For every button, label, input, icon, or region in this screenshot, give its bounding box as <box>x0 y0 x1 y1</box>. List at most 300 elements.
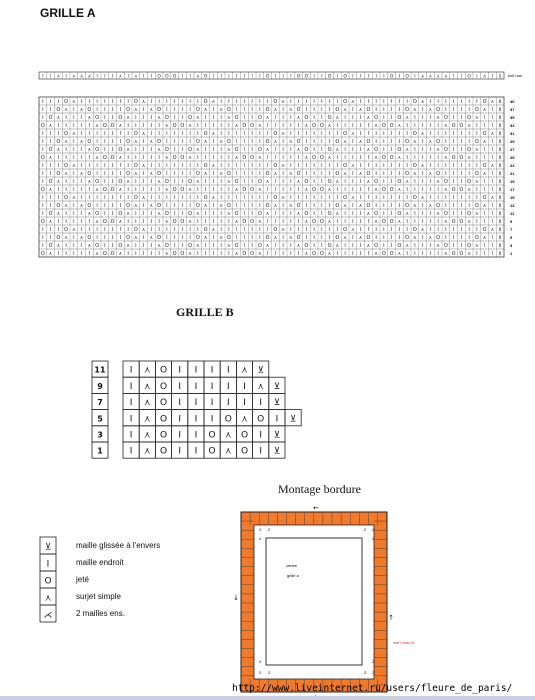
grille-a-cell: O <box>133 99 138 105</box>
grille-a-cell: I <box>336 163 339 169</box>
grille-a-cell: I <box>266 123 269 129</box>
grille-a-cell: I <box>259 131 261 137</box>
grille-a-cell: I <box>483 123 486 129</box>
grille-a-cell: O <box>319 251 324 257</box>
grille-b-symbol: I <box>275 414 279 425</box>
grille-a-cell: I <box>259 107 261 113</box>
grille-a-cell: I <box>135 243 137 249</box>
grille-a-cell: ⋏ <box>48 187 53 193</box>
grille-a-cell: O <box>335 171 340 177</box>
grille-a-cell: O <box>335 235 340 241</box>
grille-a-cell: ⋏ <box>482 203 487 209</box>
corner-count: 2 <box>268 670 271 675</box>
grille-a-cell: O <box>234 243 239 249</box>
grille-a-cell: O <box>188 179 193 185</box>
grille-a-cell: I <box>452 243 455 249</box>
grille-a-cell: I <box>166 99 168 105</box>
grille-a-cell: ⋏ <box>258 219 262 225</box>
grille-a-cell: ⋏ <box>211 163 216 169</box>
grille-a-cell: I <box>220 187 222 193</box>
grille-a-cell: ⋏ <box>490 227 495 233</box>
grille-a-cell: ⋏ <box>304 123 309 129</box>
grille-a-cell: I <box>336 123 339 129</box>
grille-a-cell: ⋏ <box>126 243 130 249</box>
grille-a-cell: I <box>468 131 470 137</box>
grille-a-cell: O <box>389 251 394 257</box>
grille-a-cell: O <box>397 243 402 249</box>
grille-a-cell: ⊻ <box>498 187 502 193</box>
grille-a-cell: ⋏ <box>64 139 68 145</box>
grille-a-cell: O <box>118 243 123 249</box>
grille-a-cell: O <box>436 139 441 145</box>
grille-a-cell: ⋏ <box>374 155 378 161</box>
grille-b-symbol: ⋏ <box>144 414 151 425</box>
grille-a-cell: ⋏ <box>289 203 293 209</box>
grille-a-cell: I <box>189 171 191 177</box>
grille-a-cell: I <box>212 243 215 249</box>
grille-a-cell: I <box>212 219 215 225</box>
grille-a-cell: I <box>251 99 253 105</box>
grille-a-cell: ⊻ <box>498 107 502 113</box>
grille-a-cell: I <box>158 131 160 137</box>
grille-a-cell: ⋏ <box>413 235 417 241</box>
grille-a-cell: I <box>313 179 315 185</box>
grille-a-cell: I <box>220 155 222 161</box>
grille-a-cell: I <box>282 107 284 113</box>
grille-b-symbol: I <box>210 414 214 425</box>
grille-a-cell: I <box>111 179 114 185</box>
grille-a-cell: O <box>87 235 92 241</box>
grille-a-cell: I <box>445 139 447 145</box>
grille-a-cell: I <box>491 147 494 153</box>
grille-b-symbol: I <box>194 430 198 441</box>
grille-a-cell: I <box>274 243 277 249</box>
grille-b-symbol: I <box>178 381 182 392</box>
grille-a-cell: I <box>390 147 393 153</box>
grille-a-cell: O <box>110 251 115 257</box>
grille-a-cell: I <box>220 227 222 233</box>
grille-a-cell: I <box>313 115 315 121</box>
cast-on-cell: O <box>343 74 347 80</box>
grille-a-cell: ⋏ <box>87 243 92 249</box>
grille-a-cell: I <box>483 219 486 225</box>
grille-a-cell: I <box>181 171 184 177</box>
grille-a-cell: I <box>460 227 463 233</box>
grille-a-cell: I <box>383 115 385 121</box>
grille-a-cell: O <box>87 171 92 177</box>
grille-a-cell: O <box>40 123 45 129</box>
grille-a-cell: I <box>483 243 486 249</box>
grille-a-cell: I <box>158 187 160 193</box>
grille-a-cell: I <box>297 195 300 201</box>
grille-a-cell: I <box>42 211 44 217</box>
grille-a-cell: ⋏ <box>203 235 208 241</box>
grille-a-cell: I <box>406 155 408 161</box>
grille-a-cell: I <box>166 163 168 169</box>
grille-a-cell: I <box>274 211 277 217</box>
grille-a-cell: I <box>197 163 199 169</box>
grille-a-cell: O <box>188 211 193 217</box>
grille-a-cell: ⋏ <box>413 139 417 145</box>
cast-on-cell: I <box>290 74 292 80</box>
grille-a-cell: O <box>195 235 200 241</box>
grille-a-cell: ⋏ <box>405 115 409 121</box>
grille-b-symbol: ⋏ <box>144 430 151 441</box>
grille-a-cell: I <box>390 171 393 177</box>
grille-a-cell: O <box>56 171 61 177</box>
grille-a-cell: O <box>87 107 92 113</box>
grille-a-cell: ⋏ <box>165 251 169 257</box>
grille-a-cell: I <box>290 187 292 193</box>
grille-a-cell: I <box>251 203 253 209</box>
grille-a-cell: ⋏ <box>327 155 332 161</box>
grille-a-cell: I <box>290 243 292 249</box>
grille-a-cell: ⋏ <box>281 195 285 201</box>
grille-a-cell: ⋏ <box>95 187 99 193</box>
grille-a-cell: I <box>336 155 339 161</box>
grille-a-cell: I <box>104 243 106 249</box>
grille-a-cell: I <box>166 171 168 177</box>
cast-on-cell: I <box>367 74 370 80</box>
grille-a-cell: I <box>88 227 91 233</box>
grille-a-cell: ⋏ <box>258 123 262 129</box>
cast-on-cell: I <box>220 74 222 80</box>
grille-a-cell: I <box>127 227 129 233</box>
grille-a-cell: I <box>80 251 83 257</box>
cast-on-cell: I <box>398 74 401 80</box>
grille-a-cell: I <box>220 219 222 225</box>
grille-a-cell: O <box>64 99 69 105</box>
grille-a-cell: I <box>65 147 67 153</box>
grille-a-cell: I <box>96 227 98 233</box>
grille-a-cell: I <box>189 131 191 137</box>
grille-a-cell: I <box>305 171 308 177</box>
grille-a-cell: I <box>104 139 106 145</box>
grille-a-cell: O <box>133 163 138 169</box>
grille-b-symbol: I <box>178 414 182 425</box>
grille-b-symbol: I <box>194 381 198 392</box>
cast-on-cell: I <box>476 74 478 80</box>
grille-a-cell: I <box>460 99 463 105</box>
grille-a-cell: I <box>491 139 494 145</box>
grille-a-cell: I <box>398 195 401 201</box>
grille-a-cell: I <box>274 187 277 193</box>
grille-a-cell: I <box>65 211 67 217</box>
grille-a-cell: ⋏ <box>289 235 293 241</box>
grille-a-cell: I <box>491 171 494 177</box>
corner-count: 2 <box>372 527 375 532</box>
grille-a-cell: I <box>73 179 75 185</box>
grille-a-cell: I <box>150 187 153 193</box>
grille-a-cell: I <box>290 115 292 121</box>
grille-a-cell: I <box>80 115 83 121</box>
grille-a-cell: O <box>226 203 231 209</box>
grille-b-symbol: I <box>243 381 246 392</box>
grille-b-symbol: I <box>210 398 214 409</box>
grille-a-cell: ⋏ <box>436 211 440 217</box>
grille-a-cell: I <box>73 107 75 113</box>
grille-a-cell: I <box>135 211 137 217</box>
bottom-bar <box>0 696 535 700</box>
cast-on-cell: I <box>383 74 385 80</box>
grille-a-cell: I <box>173 99 176 105</box>
grille-a-cell: ⋏ <box>149 171 154 177</box>
grille-a-cell: I <box>375 195 377 201</box>
grille-a-cell: O <box>327 115 332 121</box>
grille-a-cell: ⋏ <box>374 251 378 257</box>
grille-a-cell: I <box>150 131 153 137</box>
grille-a-cell: O <box>389 155 394 161</box>
grille-a-cell: ⋏ <box>490 195 495 201</box>
grille-a-cell: I <box>88 163 91 169</box>
grille-a-cell: O <box>242 187 247 193</box>
legend-symbol: ⋏ <box>44 593 52 604</box>
grille-a-cell: ⋏ <box>358 203 363 209</box>
grille-a-cell: O <box>195 203 200 209</box>
grille-a-cell: I <box>212 251 215 257</box>
grille-a-cell: I <box>321 99 323 105</box>
grille-a-cell: ⋏ <box>482 235 487 241</box>
cast-on-cell: O <box>165 74 169 80</box>
grille-a-cell: I <box>197 99 199 105</box>
grille-a-cell: I <box>290 163 292 169</box>
grille-a-cell: I <box>414 251 416 257</box>
grille-a-cell: O <box>389 123 394 129</box>
grille-a-cell: I <box>313 235 315 241</box>
grille-a-cell: I <box>57 219 60 225</box>
grille-a-cell: I <box>266 131 269 137</box>
grille-a-cell: ⋏ <box>289 171 293 177</box>
grille-a-cell: O <box>474 139 479 145</box>
grille-a-cell: ⋏ <box>281 163 285 169</box>
grille-a-cell: I <box>476 227 478 233</box>
grille-a-cell: I <box>111 163 114 169</box>
grille-a-cell: I <box>228 195 230 201</box>
legend-item <box>40 554 124 571</box>
grille-a-cell: I <box>119 195 122 201</box>
grille-a-cell: I <box>429 155 432 161</box>
grille-a-cell: ⋏ <box>366 179 371 185</box>
grille-a-cell: O <box>381 219 386 225</box>
grille-a-cell: I <box>297 123 300 129</box>
grille-a-cell: I <box>80 163 83 169</box>
grille-a-cell: I <box>243 163 246 169</box>
grille-a-cell: I <box>328 227 331 233</box>
grille-a-cell: I <box>197 123 199 129</box>
grille-a-cell: I <box>251 227 253 233</box>
grille-a-cell: ⋏ <box>413 171 417 177</box>
grille-a-cell: O <box>405 203 410 209</box>
grille-a-cell: I <box>383 99 385 105</box>
grille-a-cell: I <box>220 163 222 169</box>
grille-a-cell: I <box>142 187 145 193</box>
grille-a-cell: ⋏ <box>141 195 146 201</box>
grille-label: grille a <box>287 573 299 578</box>
grille-a-cell: I <box>119 139 122 145</box>
grille-a-cell: I <box>111 243 114 249</box>
grille-a-cell: I <box>212 139 215 145</box>
grille-a-cell: I <box>352 179 354 185</box>
grille-a-cell: I <box>42 203 44 209</box>
grille-b-symbol: I <box>194 398 198 409</box>
grille-a-cell: ⋏ <box>227 115 231 121</box>
grille-a-cell: I <box>57 155 60 161</box>
grille-a-cell: I <box>491 123 494 129</box>
grille-a-cell: I <box>220 243 222 249</box>
grille-a-cell: I <box>228 131 230 137</box>
cast-on-cell: ⋏ <box>87 74 92 80</box>
grille-a-cell: I <box>135 251 137 257</box>
grille-a-cell: I <box>282 139 284 145</box>
grille-a-cell: O <box>48 115 53 121</box>
grille-a-cell: I <box>282 203 284 209</box>
grille-a-cell: I <box>421 243 424 249</box>
grille-a-cell: I <box>228 99 230 105</box>
grille-a-cell: O <box>226 107 231 113</box>
cast-on-cell: I <box>491 74 494 80</box>
grille-a-cell: ⋏ <box>203 171 208 177</box>
grille-a-cell: ⋏ <box>196 211 200 217</box>
grille-a-cell: ⋏ <box>157 115 161 121</box>
grille-a-cell: I <box>142 203 145 209</box>
grille-a-cell: ⋏ <box>428 139 433 145</box>
grille-b-symbol: ⊻ <box>273 398 281 409</box>
grille-a-cell: O <box>203 131 208 137</box>
grille-b-symbol: O <box>224 414 232 425</box>
cast-on-cell: I <box>150 74 153 80</box>
grille-b-symbol: I <box>259 430 263 441</box>
grille-a-cell: I <box>220 99 222 105</box>
grille-a-cell: I <box>313 211 315 217</box>
grille-a-cell: I <box>42 163 44 169</box>
grille-a-cell: O <box>335 139 340 145</box>
grille-a-cell: O <box>366 107 371 113</box>
grille-a-cell: I <box>445 203 447 209</box>
grille-a-cell: O <box>327 147 332 153</box>
grille-a-cell: I <box>259 235 261 241</box>
grille-a-cell: ⋏ <box>467 219 471 225</box>
grille-a-cell: I <box>96 163 98 169</box>
grille-a-cell: I <box>460 211 463 217</box>
grille-a-cell: O <box>265 203 270 209</box>
grille-a-cell: I <box>243 243 246 249</box>
grille-b-symbol: O <box>159 365 168 376</box>
grille-a-cell: I <box>476 99 478 105</box>
grille-a-cell: ⋏ <box>219 235 223 241</box>
source-url[interactable]: http://www.liveinternet.ru/users/fleure_de_paris/ <box>232 683 513 694</box>
grille-b-symbol: O <box>257 414 265 425</box>
grille-a-cell: I <box>104 99 106 105</box>
grille-a-cell: I <box>235 171 238 177</box>
grille-a-cell: O <box>335 107 340 113</box>
grille-a-cell: O <box>296 107 301 113</box>
grille-a-cell: I <box>80 131 83 137</box>
grille-a-cell: I <box>274 179 277 185</box>
grille-a-cell: I <box>282 155 284 161</box>
grille-a-cell: I <box>158 227 160 233</box>
grille-a-cell: I <box>352 243 354 249</box>
cast-on-label: knit row <box>508 73 522 78</box>
grille-a-cell: I <box>321 203 323 209</box>
grille-a-cell: ⋏ <box>79 171 84 177</box>
grille-a-cell: I <box>390 115 393 121</box>
grille-a-cell: ⋏ <box>196 179 200 185</box>
grille-a-cell: I <box>212 155 215 161</box>
grille-a-cell: O <box>250 187 255 193</box>
grille-a-cell: I <box>282 211 284 217</box>
grille-a-cell: O <box>296 235 301 241</box>
grille-a-cell: O <box>172 251 177 257</box>
grille-a-cell: I <box>398 131 401 137</box>
grille-a-cell: ⋏ <box>444 251 448 257</box>
grille-a-cell: I <box>135 179 137 185</box>
grille-a-cell: I <box>328 171 331 177</box>
grille-a-cell: I <box>150 99 153 105</box>
grille-a-cell: I <box>445 107 447 113</box>
cast-on-cell: O <box>304 74 309 80</box>
grille-a-cell: I <box>282 187 284 193</box>
grille-a-cell: I <box>367 123 370 129</box>
grille-a-cell: I <box>166 227 168 233</box>
grille-a-cell: I <box>173 235 176 241</box>
grille-b-symbol: O <box>159 414 168 425</box>
grille-b-symbol: I <box>259 446 263 457</box>
grille-a-cell: I <box>460 107 463 113</box>
grille-a-cell: I <box>352 187 354 193</box>
grille-a-title: GRILLE A <box>40 6 96 20</box>
grille-a-cell: O <box>172 187 177 193</box>
grille-a-row-number: 33 <box>510 122 515 128</box>
grille-a-cell: O <box>95 147 100 153</box>
grille-a-cell: I <box>352 147 354 153</box>
grille-a-cell: O <box>312 123 317 129</box>
grille-a-cell: ⋏ <box>203 139 208 145</box>
grille-a-cell: ⋏ <box>64 235 68 241</box>
grille-a-cell: ⊻ <box>498 171 502 177</box>
grille-a-cell: I <box>111 99 114 105</box>
grille-a-cell: I <box>181 179 184 185</box>
grille-a-cell: I <box>321 131 323 137</box>
grille-a-cell: I <box>290 179 292 185</box>
grille-a-cell: I <box>282 147 284 153</box>
cast-on-cell: O <box>327 74 332 80</box>
grille-a-cell: O <box>381 123 386 129</box>
grille-a-cell: I <box>73 187 75 193</box>
grille-a-cell: I <box>142 243 145 249</box>
grille-a-cell: I <box>150 115 153 121</box>
grille-a-cell: ⋏ <box>296 179 301 185</box>
grille-a-cell: O <box>95 243 100 249</box>
grille-a-cell: I <box>73 219 75 225</box>
grille-a-cell: I <box>243 99 246 105</box>
grille-a-cell: ⋏ <box>304 187 309 193</box>
grille-b-symbol: O <box>240 430 249 441</box>
grille-a-cell: I <box>460 139 463 145</box>
grille-a-cell: ⋏ <box>203 107 208 113</box>
cast-on-cell: O <box>467 74 471 80</box>
grille-a-row-number: 35 <box>510 114 515 120</box>
grille-a-cell: I <box>104 131 106 137</box>
grille-a-cell: O <box>164 211 169 217</box>
grille-a-cell: I <box>328 107 331 113</box>
grille-a-cell: I <box>73 155 75 161</box>
grille-a-cell: I <box>406 123 408 129</box>
grille-a-cell: I <box>228 251 230 257</box>
grille-a-cell: O <box>110 187 115 193</box>
grille-a-cell: I <box>406 131 408 137</box>
grille-a-cell: O <box>87 203 92 209</box>
grille-a-cell: O <box>343 227 348 233</box>
